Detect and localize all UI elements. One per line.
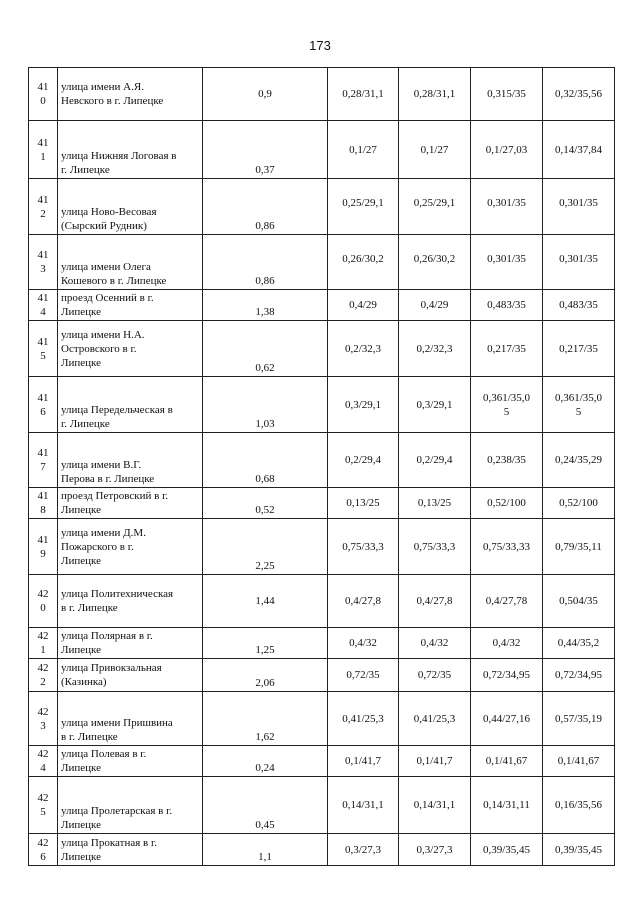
value-cell: 0,4/29 [328, 290, 399, 321]
length-cell: 0,62 [203, 321, 328, 377]
value-cell: 0,4/27,8 [328, 575, 399, 628]
value-cell: 0,28/31,1 [399, 68, 471, 121]
table-row [29, 519, 615, 575]
street-name-cell: проезд Петровский в г. Липецке [58, 488, 203, 519]
row-number-cell: 42 2 [29, 659, 58, 692]
value-cell: 0,41/25,3 [328, 692, 399, 746]
table-row [29, 659, 615, 692]
length-cell: 0,24 [203, 746, 328, 777]
length-cell: 0,52 [203, 488, 328, 519]
street-name-cell: улица Полярная в г. Липецке [58, 628, 203, 659]
row-number-cell: 41 2 [29, 179, 58, 235]
table-row [29, 377, 615, 433]
street-name-cell: улица Политехническая в г. Липецке [58, 575, 203, 628]
street-name-cell: улица Привокзальная (Казинка) [58, 659, 203, 692]
length-cell: 0,86 [203, 235, 328, 290]
row-number-cell: 41 6 [29, 377, 58, 433]
value-cell: 0,3/27,3 [399, 834, 471, 866]
length-cell: 1,44 [203, 575, 328, 628]
value-cell: 0,26/30,2 [328, 235, 399, 290]
length-cell: 1,25 [203, 628, 328, 659]
value-cell: 0,72/34,95 [543, 659, 615, 692]
value-cell: 0,75/33,3 [399, 519, 471, 575]
value-cell: 0,72/34,95 [471, 659, 543, 692]
value-cell: 0,75/33,33 [471, 519, 543, 575]
value-cell: 0,2/29,4 [399, 433, 471, 488]
row-number-cell: 41 4 [29, 290, 58, 321]
table-row [29, 628, 615, 659]
value-cell: 0,1/41,7 [399, 746, 471, 777]
length-cell: 1,03 [203, 377, 328, 433]
street-name-cell: улица имени А.Я. Невского в г. Липецке [58, 68, 203, 121]
value-cell: 0,75/33,3 [328, 519, 399, 575]
value-cell: 0,1/27 [399, 121, 471, 179]
value-cell: 0,32/35,56 [543, 68, 615, 121]
value-cell: 0,14/31,1 [399, 777, 471, 834]
length-cell: 1,1 [203, 834, 328, 866]
value-cell: 0,361/35,0 5 [543, 377, 615, 433]
value-cell: 0,25/29,1 [399, 179, 471, 235]
value-cell: 0,483/35 [471, 290, 543, 321]
row-number-cell: 41 1 [29, 121, 58, 179]
value-cell: 0,361/35,0 5 [471, 377, 543, 433]
value-cell: 0,28/31,1 [328, 68, 399, 121]
length-cell: 2,25 [203, 519, 328, 575]
table-row [29, 290, 615, 321]
length-cell: 0,86 [203, 179, 328, 235]
row-number-cell: 42 0 [29, 575, 58, 628]
value-cell: 0,1/41,67 [471, 746, 543, 777]
value-cell: 0,238/35 [471, 433, 543, 488]
value-cell: 0,41/25,3 [399, 692, 471, 746]
value-cell: 0,4/29 [399, 290, 471, 321]
value-cell: 0,4/32 [328, 628, 399, 659]
table-row [29, 692, 615, 746]
length-cell: 0,37 [203, 121, 328, 179]
table-row [29, 321, 615, 377]
value-cell: 0,14/31,11 [471, 777, 543, 834]
value-cell: 0,4/32 [399, 628, 471, 659]
value-cell: 0,13/25 [399, 488, 471, 519]
row-number-cell: 41 5 [29, 321, 58, 377]
street-name-cell: проезд Осенний в г. Липецке [58, 290, 203, 321]
value-cell: 0,3/27,3 [328, 834, 399, 866]
table-row [29, 488, 615, 519]
value-cell: 0,72/35 [399, 659, 471, 692]
street-name-cell: улица имени Олега Кошевого в г. Липецке [58, 235, 203, 290]
value-cell: 0,301/35 [543, 235, 615, 290]
row-number-cell: 42 1 [29, 628, 58, 659]
value-cell: 0,39/35,45 [543, 834, 615, 866]
value-cell: 0,301/35 [543, 179, 615, 235]
table-row [29, 121, 615, 179]
row-number-cell: 41 7 [29, 433, 58, 488]
row-number-cell: 41 3 [29, 235, 58, 290]
value-cell: 0,44/35,2 [543, 628, 615, 659]
length-cell: 0,9 [203, 68, 328, 121]
value-cell: 0,315/35 [471, 68, 543, 121]
street-name-cell: улица Полевая в г. Липецке [58, 746, 203, 777]
value-cell: 0,4/27,78 [471, 575, 543, 628]
value-cell: 0,52/100 [471, 488, 543, 519]
street-name-cell: улица Ново-Весовая (Сырский Рудник) [58, 179, 203, 235]
value-cell: 0,2/29,4 [328, 433, 399, 488]
table-row [29, 834, 615, 866]
value-cell: 0,39/35,45 [471, 834, 543, 866]
table-row [29, 746, 615, 777]
value-cell: 0,2/32,3 [328, 321, 399, 377]
value-cell: 0,16/35,56 [543, 777, 615, 834]
table-row [29, 433, 615, 488]
row-number-cell: 42 6 [29, 834, 58, 866]
street-name-cell: улица имени Д.М. Пожарского в г. Липецке [58, 519, 203, 575]
value-cell: 0,217/35 [543, 321, 615, 377]
value-cell: 0,3/29,1 [328, 377, 399, 433]
value-cell: 0,52/100 [543, 488, 615, 519]
value-cell: 0,301/35 [471, 179, 543, 235]
value-cell: 0,1/27 [328, 121, 399, 179]
row-number-cell: 42 4 [29, 746, 58, 777]
length-cell: 1,62 [203, 692, 328, 746]
value-cell: 0,4/32 [471, 628, 543, 659]
value-cell: 0,301/35 [471, 235, 543, 290]
value-cell: 0,57/35,19 [543, 692, 615, 746]
street-table [28, 67, 615, 866]
value-cell: 0,3/29,1 [399, 377, 471, 433]
value-cell: 0,483/35 [543, 290, 615, 321]
street-name-cell: улица Прокатная в г. Липецке [58, 834, 203, 866]
row-number-cell: 42 5 [29, 777, 58, 834]
value-cell: 0,14/31,1 [328, 777, 399, 834]
row-number-cell: 41 0 [29, 68, 58, 121]
value-cell: 0,2/32,3 [399, 321, 471, 377]
row-number-cell: 41 8 [29, 488, 58, 519]
value-cell: 0,24/35,29 [543, 433, 615, 488]
length-cell: 0,45 [203, 777, 328, 834]
table-row [29, 575, 615, 628]
street-name-cell: улица имени Н.А. Островского в г. Липецке [58, 321, 203, 377]
value-cell: 0,504/35 [543, 575, 615, 628]
row-number-cell: 41 9 [29, 519, 58, 575]
value-cell: 0,26/30,2 [399, 235, 471, 290]
street-name-cell: улица имени В.Г. Перова в г. Липецке [58, 433, 203, 488]
value-cell: 0,13/25 [328, 488, 399, 519]
row-number-cell: 42 3 [29, 692, 58, 746]
value-cell: 0,44/27,16 [471, 692, 543, 746]
value-cell: 0,217/35 [471, 321, 543, 377]
table-row [29, 179, 615, 235]
value-cell: 0,1/41,67 [543, 746, 615, 777]
street-name-cell: улица Пролетарская в г. Липецке [58, 777, 203, 834]
street-name-cell: улица Передельческая в г. Липецке [58, 377, 203, 433]
value-cell: 0,1/27,03 [471, 121, 543, 179]
value-cell: 0,25/29,1 [328, 179, 399, 235]
length-cell: 1,38 [203, 290, 328, 321]
value-cell: 0,72/35 [328, 659, 399, 692]
page-number: 173 [309, 38, 331, 53]
length-cell: 2,06 [203, 659, 328, 692]
street-name-cell: улица имени Пришвина в г. Липецке [58, 692, 203, 746]
table-row [29, 235, 615, 290]
street-name-cell: улица Нижняя Логовая в г. Липецке [58, 121, 203, 179]
value-cell: 0,1/41,7 [328, 746, 399, 777]
value-cell: 0,79/35,11 [543, 519, 615, 575]
table-row [29, 777, 615, 834]
table-row [29, 68, 615, 121]
length-cell: 0,68 [203, 433, 328, 488]
value-cell: 0,14/37,84 [543, 121, 615, 179]
value-cell: 0,4/27,8 [399, 575, 471, 628]
